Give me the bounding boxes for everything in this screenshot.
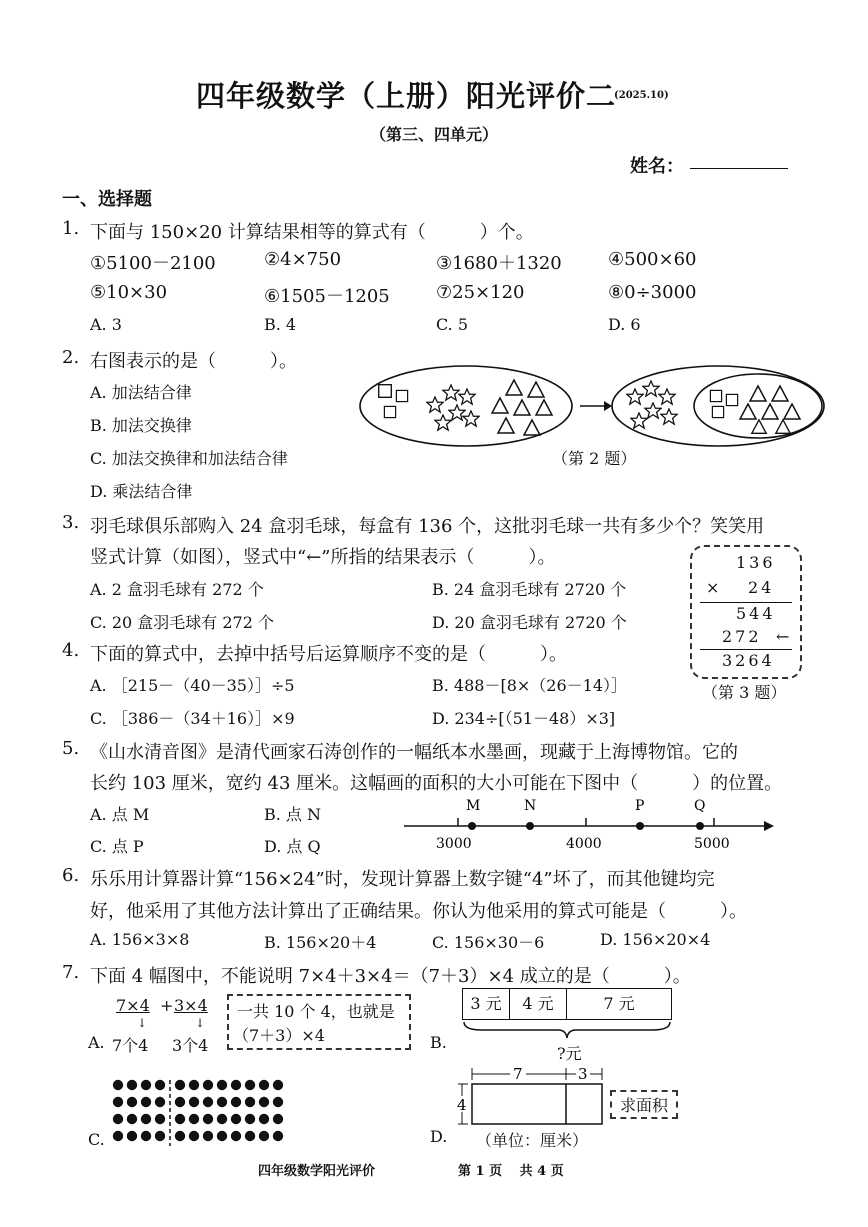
calc-row: 136: [736, 553, 776, 572]
dot: [203, 1080, 213, 1090]
dot: [113, 1114, 123, 1124]
q3-vertical-calculation: [690, 545, 802, 679]
option-b[interactable]: B. 488－[8×（26－14）］: [432, 676, 628, 695]
point-q: [696, 822, 704, 830]
option-c-label[interactable]: C.: [88, 1130, 105, 1149]
dot: [155, 1131, 165, 1141]
point-p: [636, 822, 644, 830]
dot: [141, 1131, 151, 1141]
dot: [245, 1097, 255, 1107]
point-label: N: [524, 798, 537, 814]
find-area-box: 求面积: [610, 1090, 678, 1119]
dot: [189, 1080, 199, 1090]
dot: [259, 1131, 269, 1141]
q1-item: ⑦25×120: [436, 282, 525, 303]
option-d[interactable]: D. 6: [608, 315, 641, 334]
expression-meaning: 3个4: [172, 1036, 209, 1055]
question-text: 右图表示的是（ ）。: [90, 351, 297, 372]
q1-item: ⑤10×30: [90, 282, 168, 303]
dot: [273, 1114, 283, 1124]
dot: [231, 1080, 241, 1090]
option-c[interactable]: C. 点 P: [90, 837, 144, 856]
dot: [273, 1097, 283, 1107]
down-arrow-icon: ↓: [195, 1016, 206, 1030]
question-number: 7.: [62, 962, 80, 983]
q1-item: ⑧0÷3000: [608, 282, 697, 303]
q1-item: ①5100－2100: [90, 253, 216, 274]
question-number: 2.: [62, 347, 80, 368]
dot: [231, 1131, 241, 1141]
dot: [245, 1131, 255, 1141]
question-number: 4.: [62, 640, 80, 661]
dot: [203, 1114, 213, 1124]
question-text: 长约 103 厘米，宽约 43 厘米。这幅画的面积的大小可能在下图中（ ）的位置。: [90, 773, 783, 794]
dot: [231, 1097, 241, 1107]
option-d[interactable]: D. 234÷[（51－48）×3]: [432, 709, 616, 728]
expression-meaning: 7个4: [112, 1036, 149, 1055]
number-line: [400, 792, 780, 854]
dot: [175, 1131, 185, 1141]
dot: [189, 1114, 199, 1124]
q1-item: ⑥1505－1205: [264, 286, 390, 307]
dot: [155, 1097, 165, 1107]
down-arrow-icon: ↓: [137, 1016, 148, 1030]
dot: [203, 1131, 213, 1141]
brace-icon: [462, 1020, 672, 1042]
dot: [175, 1114, 185, 1124]
option-d[interactable]: D. 点 Q: [264, 837, 321, 856]
page-number: 第 1 页 共 4 页: [458, 1164, 564, 1179]
dot: [127, 1114, 137, 1124]
expression: 7×4: [116, 996, 150, 1015]
point-label: M: [466, 798, 481, 814]
price-cell: 7 元: [603, 994, 635, 1013]
option-d[interactable]: D. 乘法结合律: [90, 482, 193, 501]
plus-sign: +: [160, 996, 174, 1015]
question-number: 6.: [62, 865, 80, 886]
option-d[interactable]: D. 156×20×4: [600, 930, 711, 949]
question-text: 羽毛球俱乐部购入 24 盒羽毛球，每盒有 136 个，这批羽毛球一共有多少个？笑笑用: [90, 516, 765, 537]
q1-item: ④500×60: [608, 249, 697, 270]
question-text: 下面与 150×20 计算结果相等的算式有（ ）个。: [90, 222, 534, 243]
dot: [127, 1097, 137, 1107]
dot: [141, 1080, 151, 1090]
dot: [259, 1080, 269, 1090]
dot: [175, 1080, 185, 1090]
question-text: 下面 4 幅图中，不能说明 7×4＋3×4＝（7＋3）×4 成立的是（ ）。: [90, 966, 691, 987]
dot: [175, 1097, 185, 1107]
calc-operator: ×: [706, 578, 720, 597]
price-cell: 4 元: [510, 989, 567, 1019]
unit-label: （单位：厘米）: [476, 1131, 589, 1150]
dot: [127, 1131, 137, 1141]
option-c[interactable]: C. 20 盒羽毛球有 272 个: [90, 613, 275, 632]
question-text: 竖式计算（如图），竖式中“←”所指的结果表示（ ）。: [90, 547, 556, 568]
option-a[interactable]: A. 2 盒羽毛球有 272 个: [90, 580, 264, 599]
dot: [113, 1131, 123, 1141]
q2-caption: （第 2 题）: [552, 449, 637, 468]
dot: [217, 1131, 227, 1141]
dot: [217, 1097, 227, 1107]
arrow-icon: ←: [776, 627, 790, 646]
option-c[interactable]: C. 156×30－6: [432, 933, 545, 952]
explanation-line: （7＋3）×4: [233, 1026, 325, 1045]
point-n: [526, 822, 534, 830]
dot: [113, 1080, 123, 1090]
q1-item: ③1680＋1320: [436, 253, 562, 274]
option-a[interactable]: A. 点 M: [90, 805, 150, 824]
explanation-box: [227, 994, 411, 1050]
option-c[interactable]: C. ［386－（34＋16）］×9: [90, 709, 295, 728]
dot: [273, 1131, 283, 1141]
option-d-label[interactable]: D.: [430, 1127, 448, 1146]
calc-row: 24: [748, 578, 775, 597]
page-title: 四年级数学（上册）阳光评价二: [196, 79, 617, 113]
calc-line: [700, 649, 792, 650]
question-number: 5.: [62, 738, 80, 759]
dot: [259, 1114, 269, 1124]
question-text: 《山水清音图》是清代画家石涛创作的一幅纸本水墨画，现藏于上海博物馆。它的: [90, 742, 738, 763]
dot: [245, 1114, 255, 1124]
tick-label: 3000: [436, 836, 472, 852]
q2-diagram: [358, 362, 828, 450]
dot: [189, 1131, 199, 1141]
tick-label: 4000: [566, 836, 602, 852]
dot: [203, 1097, 213, 1107]
price-cell: 3 元: [463, 989, 510, 1019]
option-b[interactable]: B. 24 盒羽毛球有 2720 个: [432, 580, 627, 599]
option-c[interactable]: C. 加法交换律和加法结合律: [90, 449, 288, 468]
dot: [113, 1097, 123, 1107]
price-bar: [462, 988, 672, 1020]
question-number: 3.: [62, 512, 80, 533]
dot: [245, 1080, 255, 1090]
point-label: P: [635, 798, 645, 814]
option-b[interactable]: B. 点 N: [264, 805, 322, 824]
calc-row: 3264: [722, 651, 775, 670]
option-b-label[interactable]: B.: [430, 1033, 447, 1052]
calc-row: 544: [736, 604, 776, 623]
dot: [127, 1080, 137, 1090]
dot-array: [112, 1078, 288, 1148]
dot: [141, 1114, 151, 1124]
question-text: 好，他采用了其他方法计算出了正确结果。你认为他采用的算式可能是（ ）。: [90, 901, 747, 922]
calc-row: 272: [722, 627, 762, 646]
calc-line: [700, 602, 792, 603]
dot: [217, 1114, 227, 1124]
dot: [217, 1080, 227, 1090]
name-label: 姓名：: [630, 156, 684, 177]
option-a-label[interactable]: A.: [88, 1033, 105, 1052]
tick-label: 5000: [694, 836, 730, 852]
option-b[interactable]: B. 156×20＋4: [264, 933, 377, 952]
option-a[interactable]: A. 156×3×8: [90, 930, 190, 949]
question-text: 下面的算式中，去掉中括号后运算顺序不变的是（ ）。: [90, 644, 567, 665]
rectangle-diagram: [456, 1060, 606, 1130]
question-number: 1.: [62, 218, 80, 239]
option-a[interactable]: A. ［215－（40－35）］÷5: [90, 676, 295, 695]
width-label: 7: [513, 1065, 523, 1083]
question-text: 乐乐用计算器计算“156×24”时，发现计算器上数字键“4”坏了，而其他键均完: [90, 869, 715, 890]
option-a[interactable]: A. 加法结合律: [90, 383, 192, 402]
q3-caption: （第 3 题）: [702, 683, 787, 702]
q1-item: ②4×750: [264, 249, 342, 270]
dot: [259, 1097, 269, 1107]
dot: [155, 1114, 165, 1124]
option-b[interactable]: B. 4: [264, 315, 297, 334]
point-label: Q: [694, 798, 706, 814]
height-label: 4: [457, 1096, 467, 1114]
dot: [155, 1080, 165, 1090]
dot: [231, 1114, 241, 1124]
exam-date: (2025.10): [614, 90, 669, 101]
width-label: 3: [578, 1065, 588, 1083]
option-c[interactable]: C. 5: [436, 315, 469, 334]
dot: [141, 1097, 151, 1107]
section-title: 一、选择题: [62, 189, 152, 210]
dot: [273, 1080, 283, 1090]
explanation-line: 一共 10 个 4，也就是: [237, 1002, 395, 1021]
option-d[interactable]: D. 20 盒羽毛球有 2720 个: [432, 613, 627, 632]
option-b[interactable]: B. 加法交换律: [90, 416, 192, 435]
total-price: ?元: [557, 1044, 582, 1063]
page-subtitle: （第三、四单元）: [370, 125, 499, 144]
point-m: [468, 822, 476, 830]
dot: [189, 1097, 199, 1107]
expression: 3×4: [174, 996, 208, 1015]
name-blank-line[interactable]: [690, 168, 788, 169]
footer-title: 四年级数学阳光评价: [258, 1164, 376, 1179]
option-a[interactable]: A. 3: [90, 315, 122, 334]
